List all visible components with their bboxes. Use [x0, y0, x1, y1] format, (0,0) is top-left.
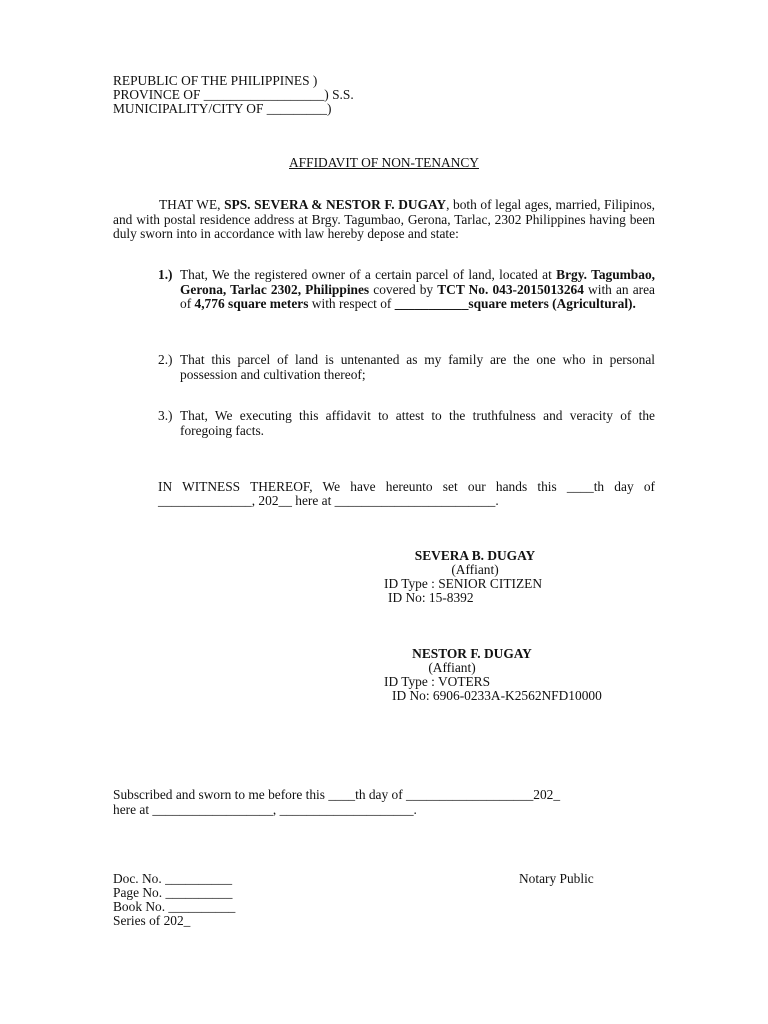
book-number: Book No. __________ — [113, 899, 236, 914]
affiant-2-id-no: ID No: 6906-0233A-K2562NFD10000 — [392, 688, 602, 703]
affiant-1-role: (Affiant) — [451, 562, 499, 577]
affiant-2-id-type: ID Type : VOTERS — [384, 674, 491, 689]
header-province: PROVINCE OF __________________) S.S. — [113, 87, 354, 102]
witness-line-2: ______________, 202__ here at ________________________. — [158, 493, 499, 508]
land-area: 4,776 square meters — [194, 296, 309, 311]
tct-number: TCT No. 043-2015013264 — [437, 281, 584, 297]
witness-line-1: IN WITNESS THEREOF, We have hereunto set our hands this ____th day of — [158, 479, 655, 494]
affiant-1-id-type: ID Type : SENIOR CITIZEN — [384, 576, 542, 591]
affiant-2-role: (Affiant) — [428, 660, 476, 675]
affiant-1-name: SEVERA B. DUGAY — [414, 548, 536, 563]
item-text-part: with an area of — [180, 281, 655, 311]
intro-rest: , both of legal ages, married, Filipinos, and with postal residence address at Brgy. Tagumbao, Gerona, Tarlac, 2302 Philippines having been duly sworn into in accordance with law hereby depose and state: — [113, 197, 656, 241]
series-year: Series of 202_ — [113, 913, 191, 928]
notary-public-label: Notary Public — [519, 871, 594, 886]
location-text: Brgy. Tagumbao, Gerona, Tarlac 2302, Philippines — [180, 267, 655, 297]
header-republic: REPUBLIC OF THE PHILIPPINES ) — [113, 73, 318, 88]
intro-lead: THAT WE, — [159, 197, 225, 212]
item-text-part: covered by — [369, 281, 438, 297]
page-number: Page No. __________ — [113, 885, 233, 900]
jurat-line-1: Subscribed and sworn to me before this ____th day of ___________________202_ — [113, 787, 561, 802]
intro-paragraph — [113, 198, 655, 242]
item-text: That, We executing this affidavit to attest to the truthfulness and veracity of the foregoing facts. — [180, 408, 655, 438]
doc-number: Doc. No. __________ — [113, 871, 233, 886]
item-number: 1.) — [158, 267, 173, 282]
item-text-part: That, We the registered owner of a certain parcel of land, located at — [180, 267, 557, 282]
item-number: 2.) — [158, 352, 173, 367]
intro-names: SPS. SEVERA & NESTOR F. DUGAY — [224, 197, 447, 212]
item-text: That this parcel of land is untenanted as my family are the one who in personal possession and cultivation thereof; — [180, 352, 655, 382]
agricultural-area: ___________square meters (Agricultural). — [394, 296, 636, 311]
item-number: 3.) — [158, 408, 173, 423]
item-text-part: with respect of — [308, 296, 395, 311]
header-municipality: MUNICIPALITY/CITY OF _________) — [113, 101, 332, 116]
jurat-line-2: here at __________________, ____________________. — [113, 802, 417, 817]
affiant-1-id-no: ID No: 15-8392 — [388, 590, 474, 605]
document-title: AFFIDAVIT OF NON-TENANCY — [289, 155, 479, 170]
item-text — [180, 268, 655, 312]
affiant-2-name: NESTOR F. DUGAY — [412, 646, 532, 661]
